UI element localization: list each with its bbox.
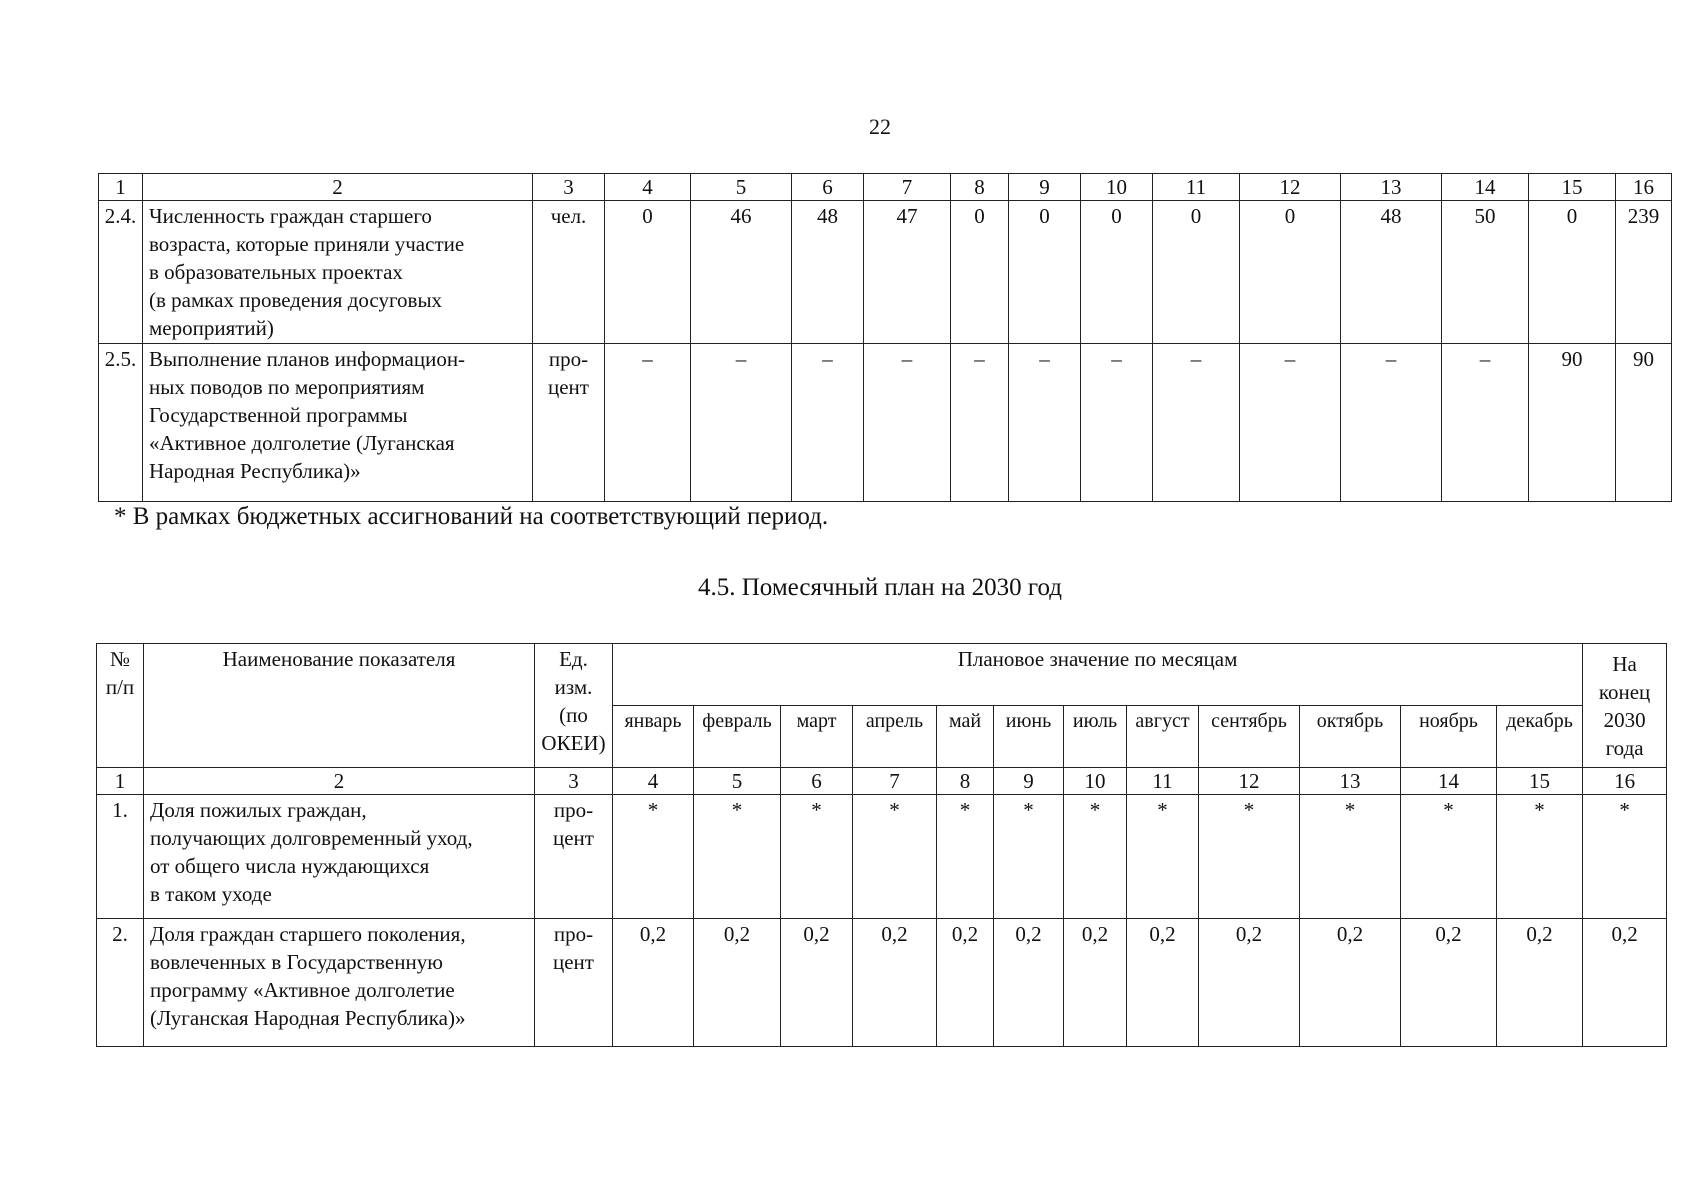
header-month: июнь — [994, 706, 1064, 768]
value-cell: 0 — [1240, 201, 1341, 344]
value-cell: 0 — [1009, 201, 1081, 344]
column-index: 9 — [1009, 174, 1081, 201]
column-index: 3 — [535, 768, 613, 795]
value-cell: 0,2 — [994, 919, 1064, 1047]
column-index: 7 — [853, 768, 937, 795]
column-index: 12 — [1240, 174, 1341, 201]
column-index: 12 — [1199, 768, 1300, 795]
value-cell: 0,2 — [781, 919, 853, 1047]
header-row — [97, 644, 1667, 706]
value-cell: 90 — [1616, 344, 1672, 502]
footnote: * В рамках бюджетных ассигнований на соответствующий период. — [114, 503, 829, 530]
column-index: 8 — [937, 768, 994, 795]
header-month: декабрь — [1497, 706, 1583, 768]
value-cell: 0,2 — [1497, 919, 1583, 1047]
value-cell: 0 — [605, 201, 691, 344]
column-index: 7 — [864, 174, 951, 201]
value-cell: 0,2 — [937, 919, 994, 1047]
value-cell: 0 — [951, 201, 1009, 344]
header-indicator-name: Наименование показателя — [144, 644, 535, 768]
column-index: 5 — [694, 768, 781, 795]
table-row — [99, 201, 1672, 344]
value-cell: – — [1009, 344, 1081, 502]
column-index: 14 — [1442, 174, 1529, 201]
value-cell: * — [613, 795, 694, 919]
column-index: 10 — [1081, 174, 1153, 201]
table-row — [99, 344, 1672, 502]
value-cell: – — [792, 344, 864, 502]
value-cell: – — [691, 344, 792, 502]
unit-cell: про- цент — [535, 919, 613, 1047]
value-cell: 0 — [1529, 201, 1616, 344]
value-cell: * — [1300, 795, 1401, 919]
value-cell: 0,2 — [1064, 919, 1127, 1047]
value-cell: – — [1442, 344, 1529, 502]
column-index: 16 — [1616, 174, 1672, 201]
column-index: 2 — [143, 174, 533, 201]
unit-cell: про- цент — [535, 795, 613, 919]
column-index-row — [97, 768, 1667, 795]
indicator-name: Доля пожилых граждан, получающих долговременный уход, от общего числа нуждающихся в таком уходе — [144, 795, 535, 919]
value-cell: 50 — [1442, 201, 1529, 344]
value-cell: * — [1064, 795, 1127, 919]
value-cell: 0,2 — [1401, 919, 1497, 1047]
column-index: 15 — [1529, 174, 1616, 201]
row-number: 2. — [97, 919, 144, 1047]
column-index: 3 — [533, 174, 605, 201]
column-index: 14 — [1401, 768, 1497, 795]
value-cell: 0,2 — [613, 919, 694, 1047]
column-index: 1 — [99, 174, 143, 201]
column-index: 13 — [1300, 768, 1401, 795]
value-cell: – — [951, 344, 1009, 502]
value-cell: 90 — [1529, 344, 1616, 502]
header-month: март — [781, 706, 853, 768]
table-row — [97, 795, 1667, 919]
column-index: 8 — [951, 174, 1009, 201]
column-index-row — [99, 174, 1672, 201]
header-month: май — [937, 706, 994, 768]
value-cell: 0,2 — [1300, 919, 1401, 1047]
indicator-name: Численность граждан старшего возраста, которые приняли участие в образовательных проектах (в рамках проведения досуговых мероприятий) — [143, 201, 533, 344]
value-cell: 46 — [691, 201, 792, 344]
value-cell: – — [1081, 344, 1153, 502]
row-number: 2.4. — [99, 201, 143, 344]
value-cell: 0,2 — [1583, 919, 1667, 1047]
header-end-of-year: На конец 2030 года — [1583, 644, 1667, 768]
value-cell: * — [1199, 795, 1300, 919]
row-number: 2.5. — [99, 344, 143, 502]
value-cell: * — [1401, 795, 1497, 919]
value-cell: * — [853, 795, 937, 919]
value-cell: – — [1341, 344, 1442, 502]
page-number: 22 — [869, 114, 891, 139]
value-cell: 48 — [792, 201, 864, 344]
column-index: 1 — [97, 768, 144, 795]
value-cell: 0,2 — [694, 919, 781, 1047]
value-cell: * — [1583, 795, 1667, 919]
value-cell: * — [937, 795, 994, 919]
value-cell: 0,2 — [853, 919, 937, 1047]
value-cell: – — [1240, 344, 1341, 502]
header-month: февраль — [694, 706, 781, 768]
bottom-table — [96, 643, 1667, 1047]
column-index: 16 — [1583, 768, 1667, 795]
header-month: октябрь — [1300, 706, 1401, 768]
header-month: ноябрь — [1401, 706, 1497, 768]
value-cell: * — [994, 795, 1064, 919]
unit-cell: про- цент — [533, 344, 605, 502]
value-cell: * — [781, 795, 853, 919]
row-number: 1. — [97, 795, 144, 919]
value-cell: * — [1497, 795, 1583, 919]
unit-cell: чел. — [533, 201, 605, 344]
value-cell: 0 — [1153, 201, 1240, 344]
value-cell: * — [1127, 795, 1199, 919]
header-number: № п/п — [97, 644, 144, 768]
column-index: 11 — [1127, 768, 1199, 795]
column-index: 11 — [1153, 174, 1240, 201]
value-cell: 0,2 — [1199, 919, 1300, 1047]
header-unit: Ед. изм. (по ОКЕИ) — [535, 644, 613, 768]
value-cell: 47 — [864, 201, 951, 344]
indicator-name: Выполнение планов информацион- ных поводов по мероприятиям Государственной программы «Активное долголетие (Луганская Народная Республика)» — [143, 344, 533, 502]
column-index: 10 — [1064, 768, 1127, 795]
value-cell: 239 — [1616, 201, 1672, 344]
indicator-name: Доля граждан старшего поколения, вовлеченных в Государственную программу «Активное долголетие (Луганская Народная Республика)» — [144, 919, 535, 1047]
value-cell: 0,2 — [1127, 919, 1199, 1047]
header-month: июль — [1064, 706, 1127, 768]
value-cell: 0 — [1081, 201, 1153, 344]
table-row — [97, 919, 1667, 1047]
column-index: 6 — [781, 768, 853, 795]
value-cell: * — [694, 795, 781, 919]
column-index: 4 — [613, 768, 694, 795]
header-month: август — [1127, 706, 1199, 768]
column-index: 15 — [1497, 768, 1583, 795]
header-month: январь — [613, 706, 694, 768]
column-index: 5 — [691, 174, 792, 201]
column-index: 9 — [994, 768, 1064, 795]
value-cell: – — [864, 344, 951, 502]
column-index: 2 — [144, 768, 535, 795]
column-index: 6 — [792, 174, 864, 201]
column-index: 4 — [605, 174, 691, 201]
value-cell: – — [605, 344, 691, 502]
value-cell: – — [1153, 344, 1240, 502]
header-month: сентябрь — [1199, 706, 1300, 768]
header-month: апрель — [853, 706, 937, 768]
value-cell: 48 — [1341, 201, 1442, 344]
section-title: 4.5. Помесячный план на 2030 год — [697, 574, 1063, 601]
top-table — [98, 173, 1672, 502]
header-plan-by-months: Плановое значение по месяцам — [613, 644, 1583, 706]
column-index: 13 — [1341, 174, 1442, 201]
